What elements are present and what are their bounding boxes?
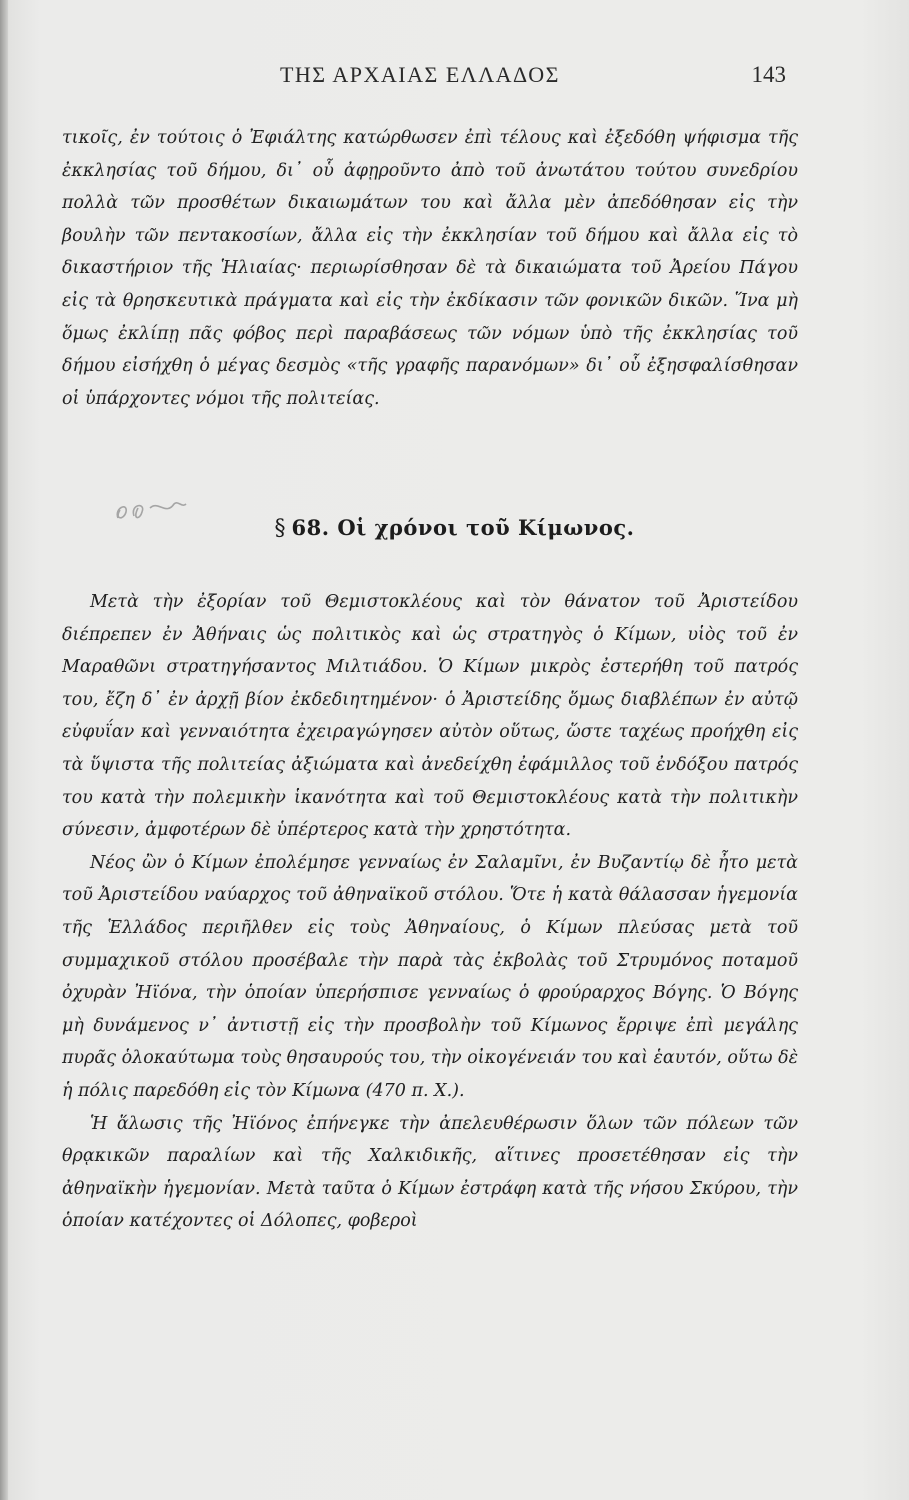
page-number: 143: [751, 62, 786, 87]
page-binding-edge: [0, 0, 8, 1500]
section-symbol: §: [274, 516, 286, 541]
section-title: 68. Οἱ χρόνοι τοῦ Κίμωνος.: [291, 515, 635, 540]
bottom-text-block: [62, 586, 798, 1238]
paragraph-eion-capture: Ἡ ἅλωσις τῆς Ἠϊόνος ἐπήνεγκε τὴν ἀπελευθέρωσιν ὅλων τῶν πόλεων τῶν θρᾳκικῶν παραλίων καὶ τῆς Χαλκιδικῆς, αἵτινες προσετέθησαν εἰς τὴν ἀθηναϊκὴν ἡγεμονίαν. Μετὰ ταῦτα ὁ Κίμων ἐστράφη κατὰ τῆς νήσου Σκύρου, τὴν ὁποίαν κατέχοντες οἱ Δόλοπες, φοβεροὶ: [62, 1113, 798, 1232]
page-header: [120, 62, 820, 96]
section-heading: [0, 515, 909, 555]
paragraph-continued: τικοῖς, ἐν τούτοις ὁ Ἐφιάλτης κατώρθωσεν ἐπὶ τέλους καὶ ἐξεδόθη ψήφισμα τῆς ἐκκλησίας τοῦ δήμου, δι᾽ οὗ ἀφῃροῦντο ἀπὸ τοῦ ἀνωτάτου τούτου συνεδρίου πολλὰ τῶν προσθέτων δικαιωμάτων του καὶ ἄλλα μὲν ἀπεδόθησαν εἰς τὴν βουλὴν τῶν πεντακοσίων, ἄλλα εἰς τὴν ἐκκλησίαν τοῦ δήμου καὶ ἄλλα εἰς τὸ δικαστήριον τῆς Ἡλιαίας· περιωρίσθησαν δὲ τὰ δικαιώματα τοῦ Ἀρείου Πάγου εἰς τὰ θρησκευτικὰ πράγματα καὶ εἰς τὴν ἐκδίκασιν τῶν φονικῶν δικῶν. Ἵνα μὴ ὅμως ἐκλίπῃ πᾶς φόβος περὶ παραβάσεως τῶν νόμων ὑπὸ τῆς ἐκκλησίας τοῦ δήμου εἰσήχθη ὁ μέγας δεσμὸς «τῆς γραφῆς παρανόμων» δι᾽ οὗ ἐξησφαλίσθησαν οἱ ὑπάρχοντες νόμοι τῆς πολιτείας.: [62, 128, 798, 409]
paragraph-kimon-intro: Μετὰ τὴν ἐξορίαν τοῦ Θεμιστοκλέους καὶ τὸν θάνατον τοῦ Ἀριστείδου διέπρεπεν ἐν Ἀθήναις ὡς πολιτικὸς καὶ ὡς στρατηγὸς ὁ Κίμων, υἱὸς τοῦ ἐν Μαραθῶνι στρατηγήσαντος Μιλτιάδου. Ὁ Κίμων μικρὸς ἐστερήθη τοῦ πατρός του, ἔζη δ᾽ ἐν ἀρχῇ βίον ἐκδεδιητημένον· ὁ Ἀριστείδης ὅμως διαβλέπων ἐν αὐτῷ εὐφυΐαν καὶ γενναιότητα ἐχειραγώγησεν αὐτὸν οὕτως, ὥστε ταχέως προήχθη εἰς τὰ ὕψιστα τῆς πολιτείας ἀξιώματα καὶ ἀνεδείχθη ἐφάμιλλος τοῦ ἐνδόξου πατρός του κατὰ τὴν πολεμικὴν ἱκανότητα καὶ τοῦ Θεμιστοκλέους κατὰ τὴν πολιτικὴν σύνεσιν, ἀμφοτέρων δὲ ὑπέρτερος κατὰ τὴν χρηστότητα.: [62, 592, 798, 841]
running-title: ΤΗΣ ΑΡΧΑΙΑΣ ΕΛΛΑΔΟΣ: [279, 62, 560, 87]
paragraph-kimon-campaigns: Νέος ὢν ὁ Κίμων ἐπολέμησε γενναίως ἐν Σαλαμῖνι, ἐν Βυζαντίῳ δὲ ἦτο μετὰ τοῦ Ἀριστείδου ναύαρχος τοῦ ἀθηναϊκοῦ στόλου. Ὅτε ἡ κατὰ θάλασσαν ἡγεμονία τῆς Ἑλλάδος περιῆλθεν εἰς τοὺς Ἀθηναίους, ὁ Κίμων πλεύσας μετὰ τοῦ συμμαχικοῦ στόλου προσέβαλε τὴν παρὰ τὰς ἐκβολὰς τοῦ Στρυμόνος ποταμοῦ ὀχυρὰν Ἠϊόνα, τὴν ὁποίαν ὑπερήσπισε γενναίως ὁ φρούραρχος Βόγης. Ὁ Βόγης μὴ δυνάμενος ν᾽ ἀντιστῇ εἰς τὴν προσβολὴν τοῦ Κίμωνος ἔρριψε ἐπὶ μεγάλης πυρᾶς ὁλοκαύτωμα τοὺς θησαυρούς του, τὴν οἰκογένειάν του καὶ ἑαυτόν, οὕτω δὲ ἡ πόλις παρεδόθη εἰς τὸν Κίμωνα (470 π. Χ.).: [62, 852, 798, 1101]
top-text-block: [62, 122, 798, 415]
